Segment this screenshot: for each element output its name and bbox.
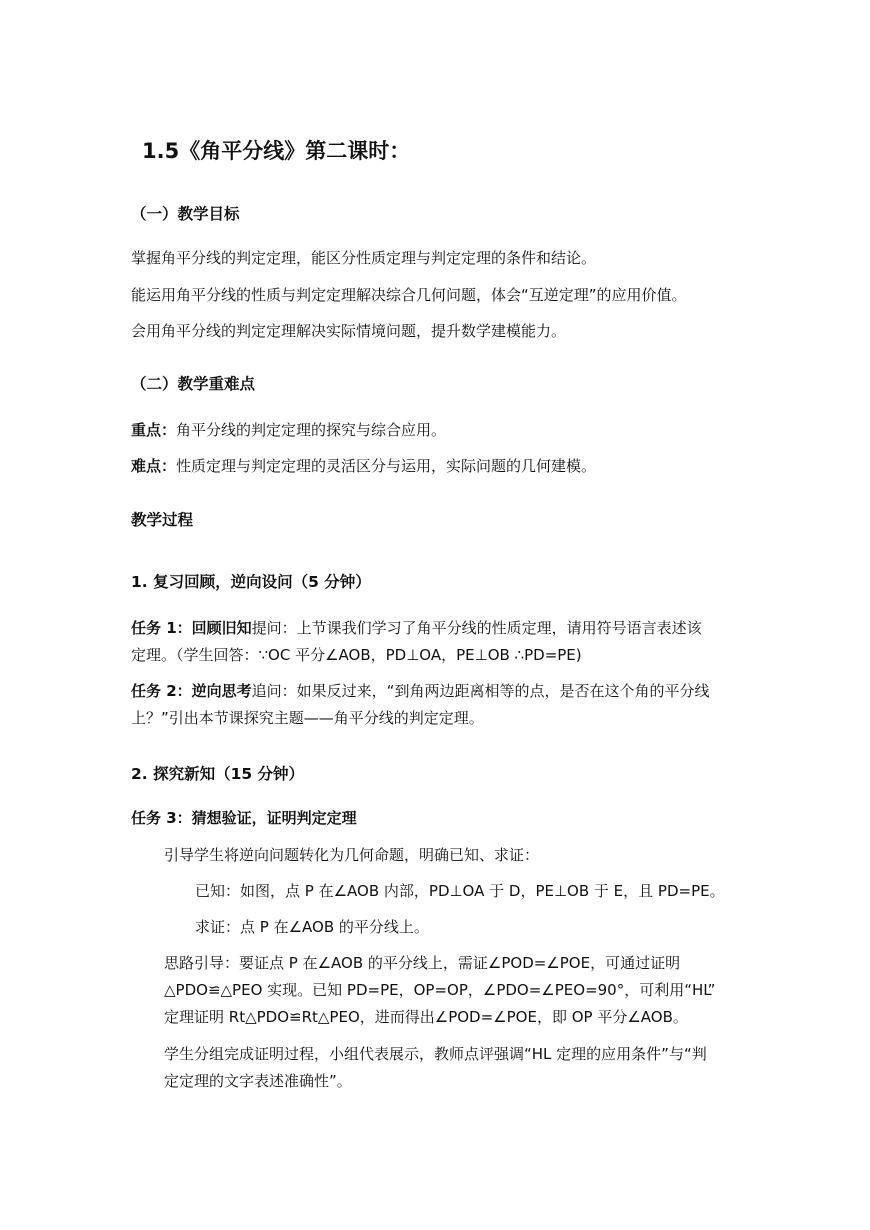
section1-heading: 1. 复习回顾，逆向设问（5 分钟）: [131, 573, 371, 591]
focus-line: [131, 420, 446, 440]
lesson-title: 1.5《角平分线》第二课时：: [142, 139, 411, 163]
task2-line1: [131, 681, 709, 701]
objective-item: 掌握角平分线的判定定理，能区分性质定理与判定定理的条件和结论。: [131, 249, 597, 267]
idea-line2: △PDO≌△PEO 实现。已知 PD=PE，OP=OP，∠PDO=∠PEO=90°，可利用“HL”: [164, 981, 716, 999]
task1-line2: 定理。（学生回答：∵OC 平分∠AOB，PD⊥OA，PE⊥OB ∴PD=PE): [131, 646, 582, 664]
idea-line1: 思路引导：要证点 P 在∠AOB 的平分线上，需证∠POD=∠POE，可通过证明: [164, 954, 681, 972]
task2-text: 追问：如果反过来，“到角两边距离相等的点，是否在这个角的平分线: [251, 682, 710, 700]
task2-line2: 上？”引出本节课探究主题——角平分线的判定定理。: [131, 709, 484, 727]
task2-label: 任务 2：逆向思考: [131, 682, 252, 700]
task1-label: 任务 1：回顾旧知: [131, 619, 252, 637]
objective-item: 会用角平分线的判定定理解决实际情境问题，提升数学建模能力。: [131, 322, 567, 340]
given-text: 已知：如图，点 P 在∠AOB 内部，PD⊥OA 于 D，PE⊥OB 于 E，且 PD=PE。: [195, 882, 725, 900]
task3-heading: 任务 3：猜想验证，证明判定定理: [131, 809, 357, 827]
key-points-heading: （二）教学重难点: [131, 375, 256, 393]
objectives-heading: （一）教学目标: [131, 205, 240, 223]
prove-text: 求证：点 P 在∠AOB 的平分线上。: [195, 918, 429, 936]
task1-line1: [131, 618, 702, 638]
difficulty-text: 性质定理与判定定理的灵活区分与运用，实际问题的几何建模。: [176, 457, 597, 475]
difficulty-label: 难点：: [131, 457, 177, 475]
idea-line3: 定理证明 Rt△PDO≌Rt△PEO，进而得出∠POD=∠POE，即 OP 平分∠AOB。: [164, 1008, 688, 1026]
group-line2: 定定理的文字表述准确性”。: [164, 1072, 352, 1090]
group-line1: 学生分组完成证明过程，小组代表展示，教师点评强调“HL 定理的应用条件”与“判: [164, 1045, 707, 1063]
guide-text: 引导学生将逆向问题转化为几何命题，明确已知、求证：: [164, 846, 540, 864]
objective-item: 能运用角平分线的性质与判定定理解决综合几何问题，体会“互逆定理”的应用价值。: [131, 286, 687, 304]
process-heading: 教学过程: [131, 511, 194, 529]
section2-heading: 2. 探究新知（15 分钟）: [131, 765, 305, 783]
focus-label: 重点：: [131, 421, 177, 439]
difficulty-line: [131, 456, 596, 476]
task1-text: 提问：上节课我们学习了角平分线的性质定理，请用符号语言表述该: [251, 619, 702, 637]
focus-text: 角平分线的判定定理的探究与综合应用。: [176, 421, 447, 439]
